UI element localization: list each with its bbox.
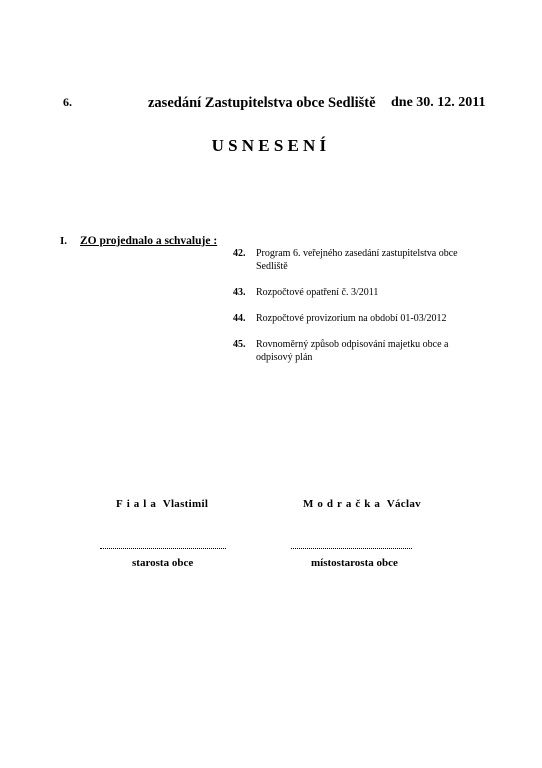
resolution-list <box>233 247 493 377</box>
list-item <box>233 247 493 273</box>
section-number: I. <box>60 235 68 247</box>
signatory-name <box>303 498 421 510</box>
header-date: dne 30. 12. 2011 <box>391 95 486 110</box>
list-item <box>233 312 493 325</box>
header-number: 6. <box>63 95 72 109</box>
signatory-first-name: Václav <box>386 498 421 510</box>
item-number: 42. <box>233 248 246 259</box>
item-text: Program 6. veřejného zasedání zastupitelstva obce Sedliště <box>256 248 458 272</box>
list-item <box>233 338 493 364</box>
signatory-role: místostarosta obce <box>311 557 398 569</box>
section-label: ZO projednalo a schvaluje : <box>80 235 218 247</box>
signatory-name <box>116 498 208 510</box>
signatory-first-name: Vlastimil <box>162 498 209 510</box>
signature-line <box>291 548 412 549</box>
item-number: 45. <box>233 339 246 350</box>
signature-line <box>100 548 226 549</box>
item-text: Rozpočtové provizorium na období 01-03/2012 <box>256 313 447 324</box>
list-item <box>233 286 493 299</box>
signatory-role: starosta obce <box>132 557 194 569</box>
item-text: Rovnoměrný způsob odpisování majetku obce a odpisový plán <box>256 339 449 363</box>
item-number: 43. <box>233 287 246 298</box>
document-title: USNESENÍ <box>211 136 331 155</box>
signatory-surname: Modračka <box>303 498 384 510</box>
item-text: Rozpočtové opatření č. 3/2011 <box>256 287 379 298</box>
signatory-surname: Fiala <box>116 498 160 510</box>
header-title: zasedání Zastupitelstva obce Sedliště <box>148 95 376 111</box>
item-number: 44. <box>233 313 246 324</box>
